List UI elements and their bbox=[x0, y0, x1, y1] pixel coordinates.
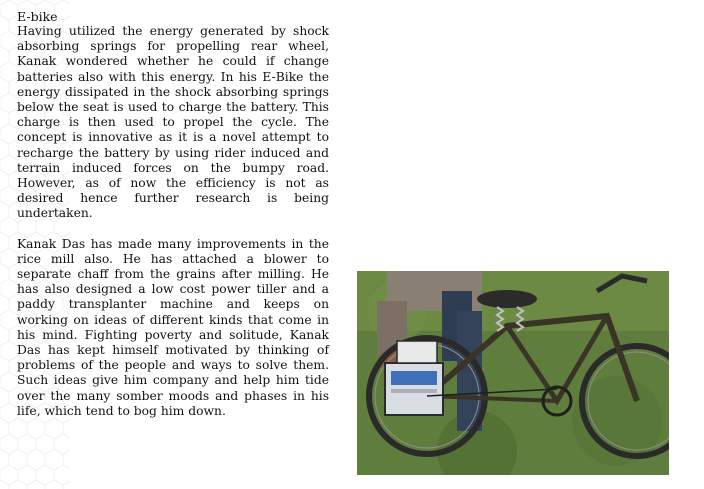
paragraph-ebike: Having utilized the energy generated by shock absorbing springs for propelling rear wheel, Kanak wondered whether he could if change batteries also with this energy. In his E-Bike the energy dissipated in the shock absorbing springs below the seat is used to charge the battery. This charge is then used to propel the cycle. The concept is innovative as it is a novel attempt to recharge the battery by using rider induced and terrain induced forces on the bumpy road. However, as of now the efficiency is not as desired hence further research is being undertaken. bbox=[17, 24, 329, 221]
section-heading: E-bike bbox=[17, 9, 58, 24]
e-bike-photo bbox=[357, 271, 669, 475]
paragraph-improvements: Kanak Das has made many improvements in the rice mill also. He has attached a blower to separate chaff from the grains after milling. He has also designed a low cost power tiller and a paddy transplanter machine and keeps on working on ideas of different kinds that come in his mind. Fighting poverty and solitude, Kanak Das has kept himself motivated by thinking of problems of the people and ways to solve them. Such ideas give him company and help him tide over the many somber moods and phases in his life, which tend to bog him down. bbox=[17, 236, 329, 418]
article-text-column bbox=[17, 9, 329, 419]
e-bike-photo-icon bbox=[357, 271, 669, 475]
